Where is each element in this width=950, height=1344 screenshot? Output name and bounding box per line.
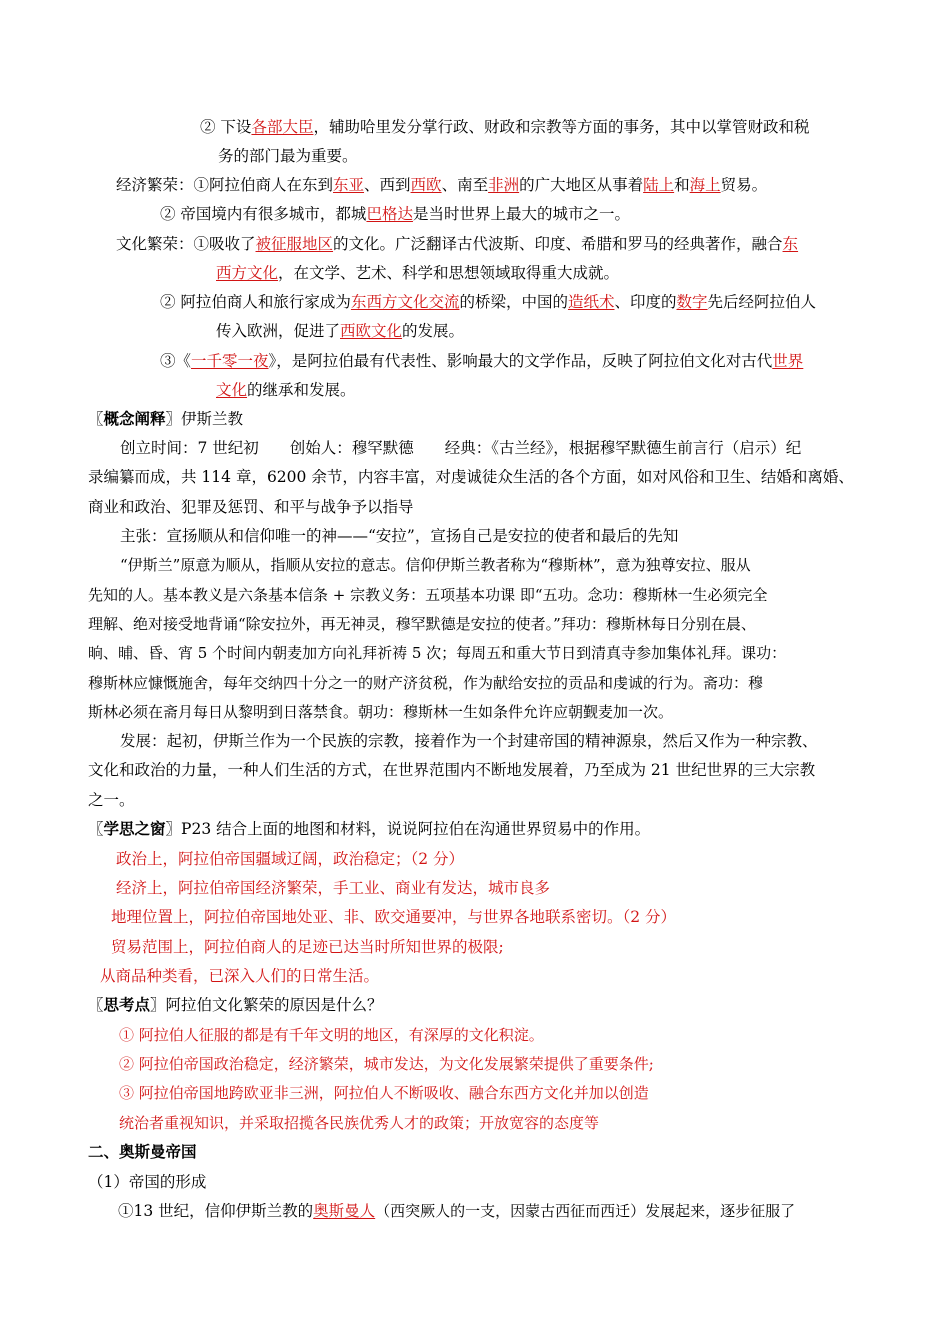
concept-heading — [88, 409, 243, 429]
blank-answer: 巴格达 — [366, 205, 413, 223]
heading-label: 学思之窗 — [103, 819, 166, 838]
subsection-title: （1）帝国的形成 — [88, 1173, 207, 1191]
text: 贸易。 — [720, 176, 768, 194]
concept-p1-line-2: 录编纂而成，共 114 章，6200 余节，内容丰富，对虔诚徒众生活的各个方面，如对风俗和卫生、结婚和离婚、 — [88, 468, 854, 486]
text: ①13 世纪，信仰伊斯兰教的 — [118, 1202, 314, 1220]
text: ，在文学、艺术、科学和思想领域取得重大成就。 — [278, 264, 620, 282]
text: 的继承和发展。 — [247, 381, 356, 399]
concept-p4-line-2: 文化和政治的力量，一种人们生活的方式，在世界范围内不断地发展着，乃至成为 21 世纪世界的三大宗教 — [88, 761, 816, 779]
section-title: 二、奥斯曼帝国 — [88, 1143, 197, 1161]
text: 是当时世界上最大的城市之一。 — [412, 205, 630, 223]
econ-line-3 — [116, 175, 767, 195]
blank-answer: 造纸术 — [567, 293, 615, 311]
concept-p3-line-4: 晌、晡、昏、宵 5 个时间内朝麦加方向礼拜祈祷 5 次；每周五和重大节日到清真寺参加集体礼拜。课功： — [88, 644, 787, 662]
concept-p3-line-2: 先知的人。基本教义是六条基本信条 + 宗教义务：五项基本功课 即“五功。念功：穆斯林一生必须完全 — [88, 586, 768, 604]
concept-p4-line-1: 发展：起初，伊斯兰作为一个民族的宗教，接着作为一个封建帝国的精神源泉，然后又作为一种宗教、 — [120, 732, 818, 750]
culture-line-5 — [160, 351, 803, 371]
blank-answer: 文化 — [216, 381, 248, 399]
window-answer-2: 经济上，阿拉伯帝国经济繁荣，手工业、商业有发达，城市良多 — [116, 879, 551, 897]
blank-answer: 西欧 — [410, 176, 442, 194]
text: 》，是阿拉伯最有代表性、影响最大的文学作品，反映了阿拉伯文化对古代 — [268, 352, 773, 370]
bracket: 〗 — [150, 996, 166, 1014]
blank-answer: 一千零一夜 — [191, 352, 269, 370]
text: 先后经阿拉伯人 — [707, 293, 817, 311]
text: 、南至 — [441, 176, 489, 194]
text: ② 帝国境内有很多城市，都城 — [160, 205, 367, 223]
culture-line-4 — [216, 321, 464, 341]
window-answer-5: 从商品种类看，已深入人们的日常生活。 — [100, 967, 380, 985]
think-answer-2: ② 阿拉伯帝国政治稳定，经济繁荣，城市发达，为文化发展繁荣提供了重要条件; — [119, 1055, 654, 1073]
text: ，辅助哈里发分掌行政、财政和宗教等方面的事务，其中以掌管财政和税 — [313, 118, 810, 136]
think-answer-4: 统治者重视知识，并采取招揽各民族优秀人才的政策；开放宽容的态度等 — [119, 1114, 600, 1132]
text: 的广大地区从事着 — [519, 176, 644, 194]
bracket: 〖 — [88, 820, 104, 838]
heading-label: 概念阐释 — [103, 409, 166, 428]
text: ② 下设 — [200, 118, 252, 136]
bracket: 〖 — [88, 996, 104, 1014]
think-answer-1: ① 阿拉伯人征服的都是有千年文明的地区，有深厚的文化积淀。 — [119, 1026, 544, 1044]
window-answer-4: 贸易范围上，阿拉伯商人的足迹已达当时所知世界的极限; — [111, 938, 504, 956]
text: 经济繁荣：①阿拉伯商人在东到 — [116, 176, 334, 194]
culture-line-2 — [216, 263, 619, 283]
concept-p3-line-1: “伊斯兰”原意为顺从，指顺从安拉的意志。信仰伊斯兰教者称为“穆斯林”，意为独尊安拉、服从 — [120, 556, 751, 574]
blank-answer: 各部大臣 — [251, 118, 314, 136]
text: 的发展。 — [402, 322, 465, 340]
blank-answer: 东亚 — [333, 176, 365, 194]
blank-answer: 数字 — [676, 293, 708, 311]
text: 的桥梁，中国的 — [459, 293, 568, 311]
text: 的文化。广泛翻译古代波斯、印度、希腊和罗马的经典著作，融合 — [333, 235, 783, 253]
think-answer-3: ③ 阿拉伯帝国地跨欧亚非三洲，阿拉伯人不断吸收、融合东西方文化并加以创造 — [119, 1084, 649, 1102]
bracket: 〖 — [88, 410, 104, 428]
blank-answer: 西方文化 — [216, 264, 279, 282]
text: 传入欧洲，促进了 — [216, 322, 341, 340]
concept-p3-line-6: 斯林必须在斋月每日从黎明到日落禁食。朝功：穆斯林一生如条件允许应朝觐麦加一次。 — [88, 703, 674, 721]
text: 和 — [674, 176, 690, 194]
bracket: 〗 — [165, 820, 182, 838]
concept-p3-line-5: 穆斯林应慷慨施舍，每年交纳四十分之一的财产济贫税，作为献给安拉的贡品和虔诚的行为。斋功：穆 — [88, 674, 764, 692]
think-heading — [88, 995, 383, 1015]
econ-line-4 — [160, 204, 630, 224]
text: 、印度的 — [614, 293, 677, 311]
blank-answer: 世界 — [772, 352, 804, 370]
blank-answer: 陆上 — [643, 176, 675, 194]
concept-p1-line-1: 创立时间：7 世纪初 创始人：穆罕默德 经典：《古兰经》，根据穆罕默德生前言行（启示）纪 — [120, 439, 802, 457]
heading-text: 伊斯兰教 — [181, 410, 244, 428]
text: ③《 — [160, 352, 192, 370]
heading-text: 阿拉伯文化繁荣的原因是什么？ — [165, 996, 383, 1014]
concept-p1-line-3: 商业和政治、犯罪及惩罚、和平与战争予以指导 — [88, 498, 414, 516]
concept-p2: 主张：宣扬顺从和信仰唯一的神——“安拉”，宣扬自己是安拉的使者和最后的先知 — [120, 527, 679, 545]
culture-line-6 — [216, 380, 356, 400]
bracket: 〗 — [165, 410, 182, 428]
culture-line-1 — [116, 234, 798, 254]
blank-answer: 西欧文化 — [340, 322, 403, 340]
blank-answer: 被征服地区 — [255, 235, 334, 253]
blank-answer: 奥斯曼人 — [313, 1202, 376, 1220]
econ-line-1 — [200, 117, 809, 137]
heading-text: P23 结合上面的地图和材料，说说阿拉伯在沟通世界贸易中的作用。 — [181, 820, 651, 838]
text: 文化繁荣：①吸收了 — [116, 235, 256, 253]
text: 、西到 — [364, 176, 411, 194]
text: ② 阿拉伯商人和旅行家成为 — [160, 293, 351, 311]
section2-line-1 — [118, 1201, 795, 1221]
econ-line-2: 务的部门最为重要。 — [218, 147, 358, 165]
blank-answer: 东 — [782, 235, 799, 253]
blank-answer: 非洲 — [488, 176, 520, 194]
concept-p3-line-3: 理解、绝对接受地背诵“除安拉外，再无神灵，穆罕默德是安拉的使者。”拜功：穆斯林每日分别在晨、 — [88, 615, 756, 633]
text: （西突厥人的一支，因蒙古西征而西迁）发展起来，逐步征服了 — [375, 1202, 796, 1220]
window-answer-3: 地理位置上，阿拉伯帝国地处亚、非、欧交通要冲，与世界各地联系密切。（2 分） — [111, 908, 677, 926]
blank-answer: 海上 — [689, 176, 721, 194]
blank-answer: 东西方文化交流 — [350, 293, 460, 311]
window-heading — [88, 819, 650, 839]
culture-line-3 — [160, 292, 816, 312]
concept-p4-line-3: 之一。 — [88, 791, 135, 809]
heading-label: 思考点 — [103, 995, 151, 1014]
window-answer-1: 政治上，阿拉伯帝国疆域辽阔，政治稳定；（2 分） — [116, 850, 465, 868]
